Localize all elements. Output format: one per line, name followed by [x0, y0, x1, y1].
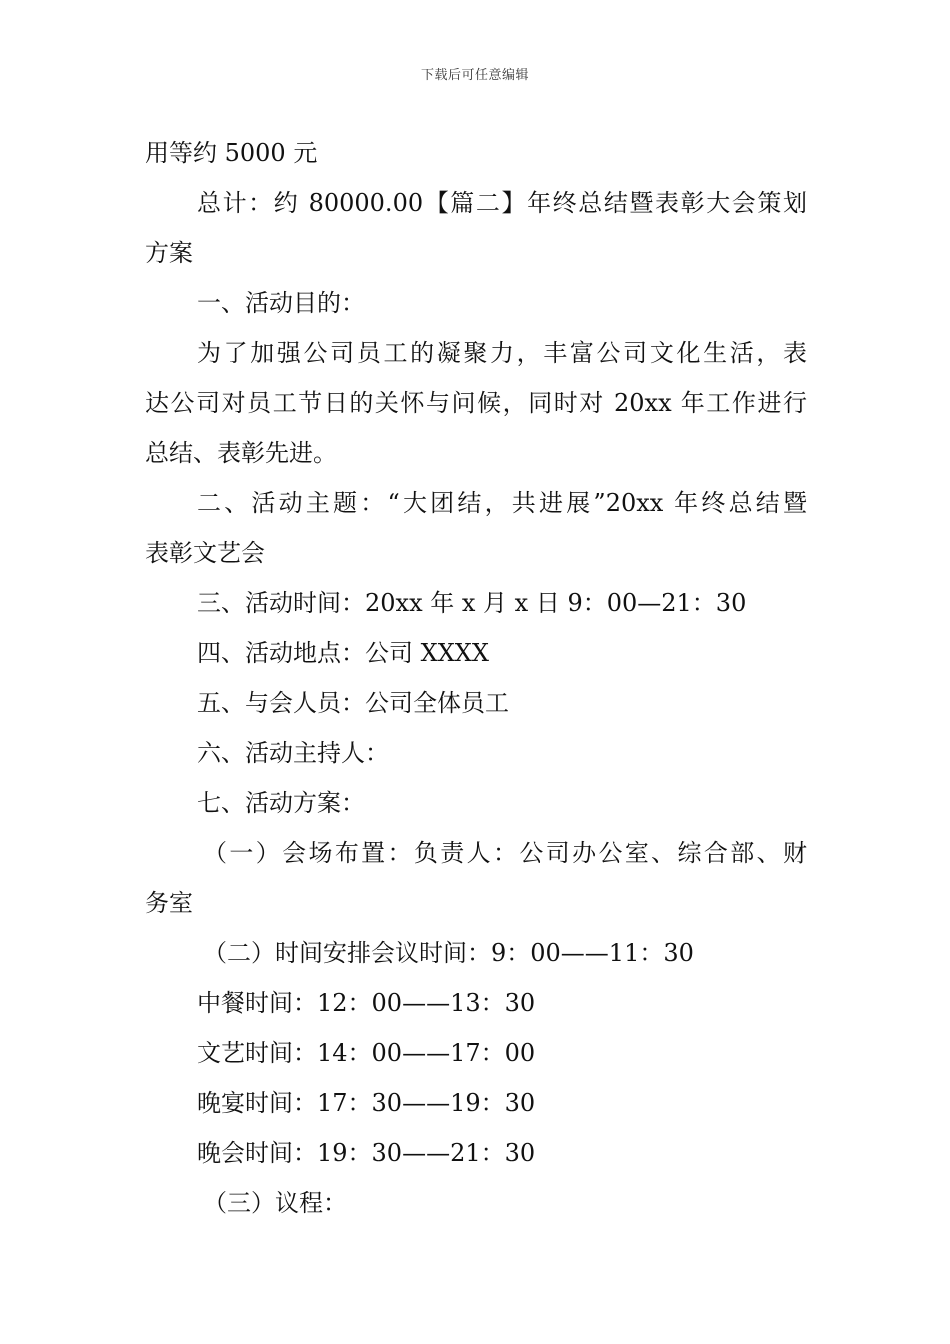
subsection-heading: （一）会场布置：负责人：公司办公室、综合部、财: [203, 839, 807, 867]
subsection-heading: （三）议程：: [203, 1189, 347, 1217]
body-line: 为了加强公司员工的凝聚力，丰富公司文化生活，表: [197, 339, 807, 367]
body-line: 方案: [145, 239, 193, 267]
subsection-heading: （二）时间安排会议时间：9：00——11：30: [203, 939, 694, 967]
schedule-item: 晚宴时间：17：30——19：30: [197, 1089, 536, 1117]
document-body: [145, 128, 807, 1228]
page-header-note: 下载后可任意编辑: [420, 68, 529, 83]
body-line: 总计：约 80000.00【篇二】年终总结暨表彰大会策划: [197, 189, 807, 217]
schedule-item: 晚会时间：19：30——21：30: [197, 1139, 536, 1167]
body-line: 务室: [145, 889, 193, 917]
section-heading: 六、活动主持人：: [197, 739, 389, 767]
section-heading: 五、与会人员：公司全体员工: [197, 689, 509, 717]
section-heading: 四、活动地点：公司 XXXX: [197, 639, 489, 667]
schedule-item: 文艺时间：14：00——17：00: [197, 1039, 536, 1067]
body-line: 总结、表彰先进。: [145, 439, 337, 467]
body-line: 用等约 5000 元: [145, 139, 318, 167]
section-heading: 三、活动时间：20xx 年 x 月 x 日 9：00—21：30: [197, 589, 747, 617]
section-heading: 一、活动目的：: [197, 289, 365, 317]
body-line: 表彰文艺会: [145, 539, 265, 567]
section-heading: 二、活动主题：“大团结，共进展”20xx 年终总结暨: [197, 489, 807, 517]
section-heading: 七、活动方案：: [197, 789, 365, 817]
schedule-item: 中餐时间：12：00——13：30: [197, 989, 536, 1017]
body-line: 达公司对员工节日的关怀与问候，同时对 20xx 年工作进行: [145, 389, 807, 417]
